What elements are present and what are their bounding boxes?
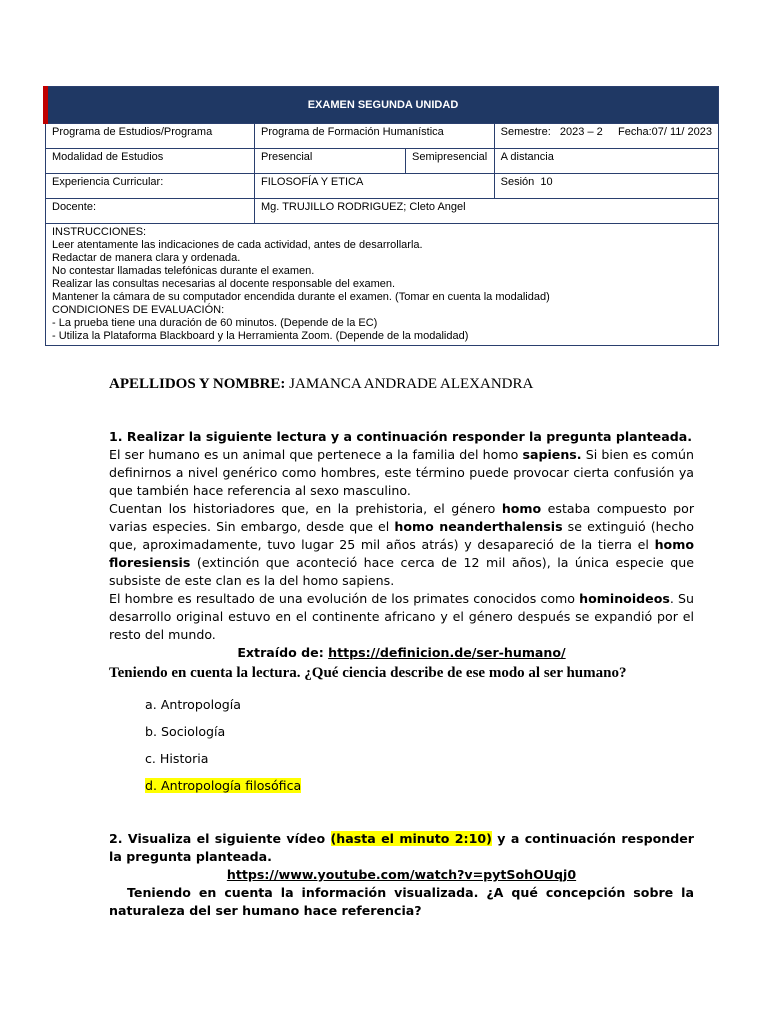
question-1-title: 1. Realizar la siguiente lectura y a continuación responder la pregunta planteada. <box>109 429 693 444</box>
instruction-line: INSTRUCCIONES: <box>52 226 147 238</box>
modality-semipresencial: Semipresencial <box>406 149 495 174</box>
modality-distancia: A distancia <box>494 149 718 174</box>
reading-paragraph-1: El ser humano es un animal que pertenece a la familia del homo sapiens. Si bien es común definirnos a nivel genérico como hombres, este término puede provocar cierta confusión ya que también hace referencia al sexo masculino. <box>109 447 694 498</box>
instruction-line: No contestar llamadas telefónicas durante el examen. <box>52 265 315 277</box>
option-b[interactable]: b. Sociología <box>145 724 226 739</box>
curricular-value: FILOSOFÍA Y ETICA <box>255 174 495 199</box>
reading-paragraph-2: Cuentan los historiadores que, en la prehistoria, el género homo estaba compuesto por varias especies. Sin embargo, desde que el homo neanderthalensis se extinguió (hecho que, aproximadamente, tuvo lugar 25 mil años atrás) y desapareció de la tierra el homo floresiensis (extinción que aconteció hace cerca de 12 mil años), la única especie que subsiste de este clan es la del homo sapiens. <box>109 501 694 588</box>
session-number: Sesión 10 <box>494 174 718 199</box>
exam-header-table <box>43 86 719 346</box>
instructions-block <box>46 224 719 346</box>
source-link[interactable]: https://definicion.de/ser-humano/ <box>328 645 566 660</box>
option-c[interactable]: c. Historia <box>145 751 209 766</box>
instruction-line: CONDICIONES DE EVALUACIÓN: <box>52 304 225 316</box>
curricular-label: Experiencia Curricular: <box>46 174 255 199</box>
option-a[interactable]: a. Antropología <box>145 697 241 712</box>
question-2-title: 2. Visualiza el siguiente vídeo (hasta el minuto 2:10) y a continuación responder la pregunta planteada. <box>109 831 694 864</box>
instruction-line: Leer atentamente las indicaciones de cada actividad, antes de desarrollarla. <box>52 239 423 251</box>
exam-content <box>109 428 694 920</box>
instruction-line: Redactar de manera clara y ordenada. <box>52 252 241 264</box>
program-label: Programa de Estudios/Programa <box>46 124 255 149</box>
modality-presencial: Presencial <box>255 149 406 174</box>
source-line: Extraído de: https://definicion.de/ser-humano/ <box>237 645 566 660</box>
teacher-value: Mg. TRUJILLO RODRIGUEZ; Cleto Angel <box>255 199 719 224</box>
video-link[interactable]: https://www.youtube.com/watch?v=pytSohOUqj0 <box>226 867 577 882</box>
option-d[interactable] <box>145 777 694 795</box>
student-name: JAMANCA ANDRADE ALEXANDRA <box>289 376 534 392</box>
semester-date: Semestre: 2023 – 2 Fecha:07/ 11/ 2023 <box>494 124 718 149</box>
instruction-line: - La prueba tiene una duración de 60 minutos. (Depende de la EC) <box>52 317 378 329</box>
teacher-label: Docente: <box>46 199 255 224</box>
video-line <box>109 866 694 884</box>
question-1-prompt: Teniendo en cuenta la lectura. ¿Qué ciencia describe de ese modo al ser humano? <box>109 665 627 681</box>
student-name-line <box>109 376 533 393</box>
answer-options <box>145 696 694 795</box>
reading-paragraph-3: El hombre es resultado de una evolución de los primates conocidos como hominoideos. Su desarrollo original estuvo en el continente africano y el género después se expandió por el resto del mundo. <box>109 591 694 642</box>
student-name-label: APELLIDOS Y NOMBRE: <box>109 376 286 392</box>
modality-label: Modalidad de Estudios <box>46 149 255 174</box>
option-d-highlighted: d. Antropología filosófica <box>145 778 302 793</box>
question-2-prompt: Teniendo en cuenta la información visualizada. ¿A qué concepción sobre la naturaleza del ser humano hace referencia? <box>109 885 694 918</box>
instruction-line: - Utiliza la Plataforma Blackboard y la Herramienta Zoom. (Depende de la modalidad) <box>52 330 469 342</box>
instruction-line: Realizar las consultas necesarias al docente responsable del examen. <box>52 278 396 290</box>
exam-title: EXAMEN SEGUNDA UNIDAD <box>46 87 719 124</box>
program-value: Programa de Formación Humanística <box>255 124 495 149</box>
instruction-line: Mantener la cámara de su computador encendida durante el examen. (Tomar en cuenta la modalidad) <box>52 291 550 303</box>
